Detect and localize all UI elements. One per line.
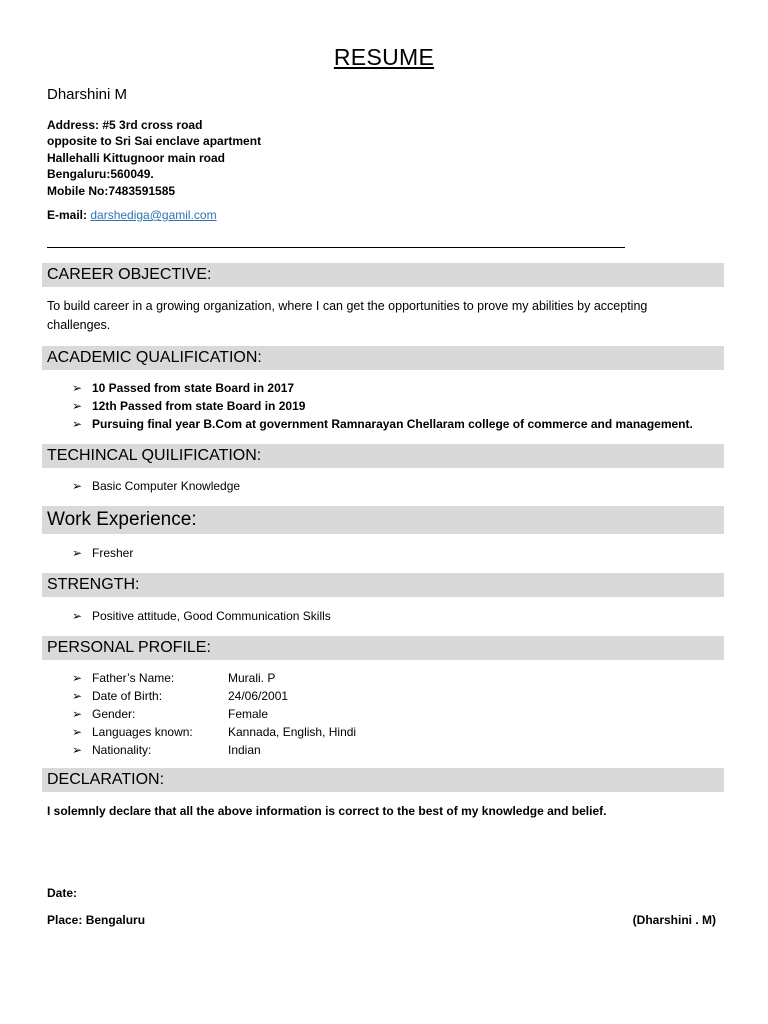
signature-name: (Dharshini . M) — [632, 913, 716, 927]
section-header-work: Work Experience: — [42, 506, 724, 534]
arrowhead-bullet-icon: ➢ — [72, 725, 83, 739]
declaration-text: I solemnly declare that all the above information is correct to the best of my knowledge and belief. — [47, 804, 607, 818]
arrowhead-bullet-icon: ➢ — [72, 399, 83, 413]
section-header-strength: STRENGTH: — [42, 573, 724, 597]
section-header-declaration: DECLARATION: — [42, 768, 724, 792]
address-line: Hallehalli Kittugnoor main road — [47, 150, 226, 165]
list-item: ➢ Nationality: Indian — [72, 743, 261, 757]
arrowhead-bullet-icon: ➢ — [72, 381, 83, 395]
address-block — [47, 117, 261, 199]
arrowhead-bullet-icon: ➢ — [72, 707, 83, 721]
arrowhead-bullet-icon: ➢ — [72, 671, 83, 685]
list-item: ➢ Pursuing final year B.Com at government Ramnarayan Chellaram college of commerce and management. — [72, 417, 693, 431]
arrowhead-bullet-icon: ➢ — [72, 417, 83, 431]
academic-list — [72, 379, 693, 433]
section-header-academic: ACADEMIC QUALIFICATION: — [42, 346, 724, 370]
section-header-personal: PERSONAL PROFILE: — [42, 636, 724, 660]
list-item: ➢ Languages known: Kannada, English, Hindi — [72, 725, 357, 739]
arrowhead-bullet-icon: ➢ — [72, 546, 83, 560]
email-label: E-mail: — [47, 208, 91, 222]
work-list — [72, 544, 133, 562]
email-link[interactable]: darshediga@gamil.com — [90, 208, 217, 222]
personal-profile-list — [72, 669, 356, 759]
list-item: ➢ Date of Birth: 24/06/2001 — [72, 689, 289, 703]
mobile-number: Mobile No:7483591585 — [47, 183, 176, 198]
career-objective-text: To build career in a growing organization, where I can get the opportunities to prove my abilities by accepting challenges. — [47, 299, 648, 332]
place-label: Place: Bengaluru — [47, 913, 146, 927]
email-line — [47, 208, 217, 222]
list-item: ➢ Gender: Female — [72, 707, 269, 721]
address-line: Address: #5 3rd cross road — [47, 118, 203, 132]
section-header-technical: TECHINCAL QUILIFICATION: — [42, 444, 724, 468]
list-item: ➢ Basic Computer Knowledge — [72, 479, 241, 493]
address-line: Bengaluru:560049. — [47, 167, 154, 182]
strength-list — [72, 607, 331, 625]
arrowhead-bullet-icon: ➢ — [72, 479, 83, 493]
arrowhead-bullet-icon: ➢ — [72, 609, 83, 623]
list-item: ➢ Positive attitude, Good Communication Skills — [72, 609, 331, 623]
list-item: ➢ Father’s Name: Murali. P — [72, 671, 276, 685]
arrowhead-bullet-icon: ➢ — [72, 689, 83, 703]
divider-line — [47, 247, 625, 248]
page-title: RESUME — [333, 44, 435, 70]
list-item: ➢ 10 Passed from state Board in 2017 — [72, 381, 295, 395]
list-item: ➢ Fresher — [72, 546, 134, 560]
list-item: ➢ 12th Passed from state Board in 2019 — [72, 399, 306, 413]
date-label: Date: — [47, 886, 78, 900]
arrowhead-bullet-icon: ➢ — [72, 743, 83, 757]
address-line: opposite to Sri Sai enclave apartment — [47, 134, 262, 149]
section-header-career: CAREER OBJECTIVE: — [42, 263, 724, 287]
technical-list — [72, 477, 240, 495]
candidate-name: Dharshini M — [47, 86, 128, 103]
